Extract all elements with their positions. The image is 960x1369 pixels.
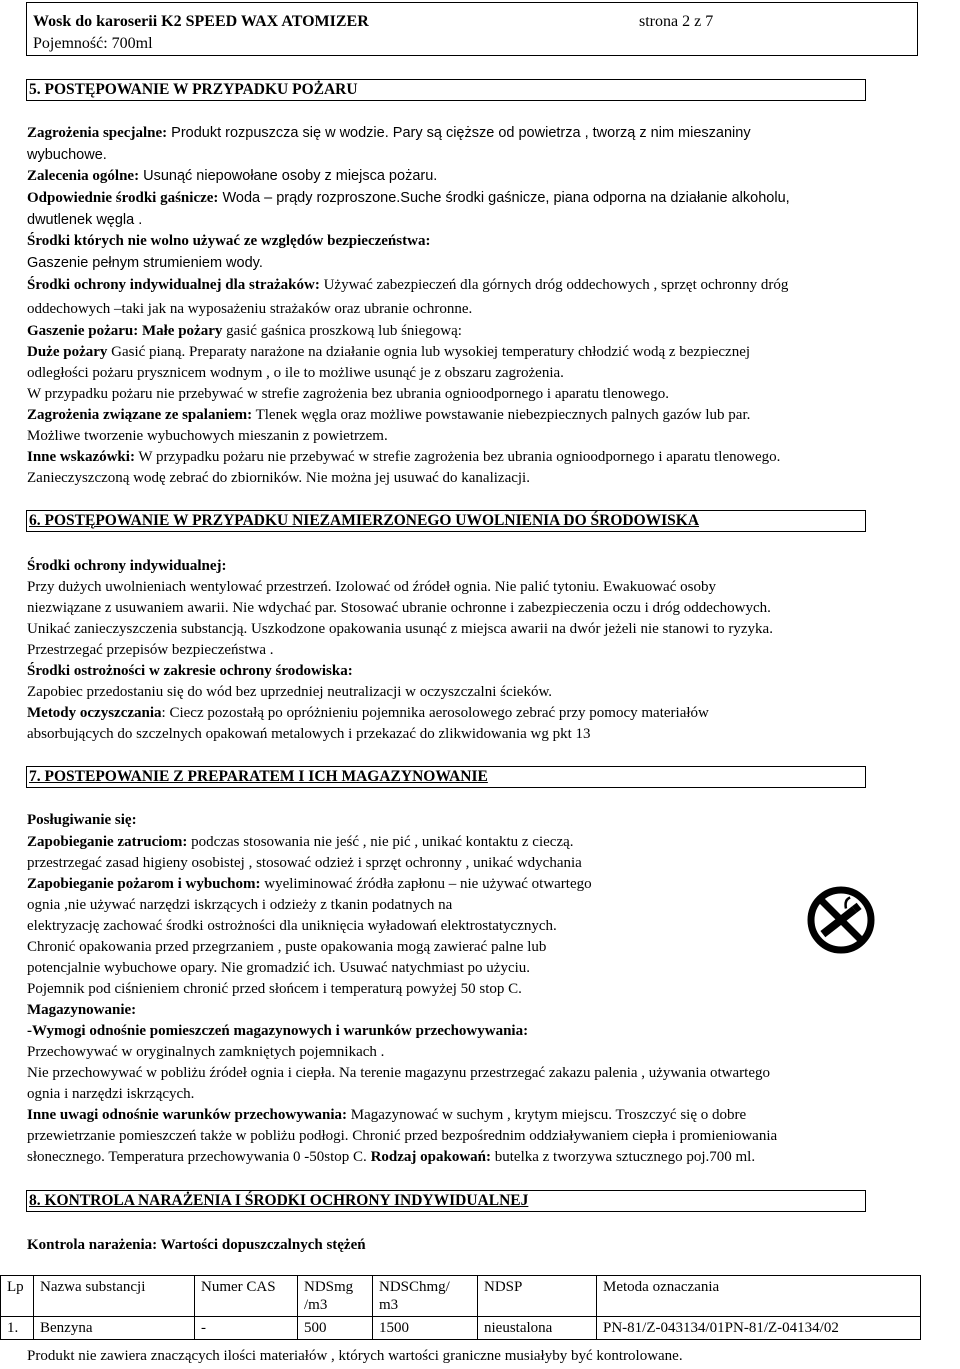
section-8-heading: 8. KONTROLA NARAŻENIA I ŚRODKI OCHRONY INDYWIDUALNEJ [26,1190,866,1212]
table-cell: nieustalona [478,1317,597,1340]
s6-ppe-label: Środki ochrony indywidualnej: [27,558,227,574]
s7-fire-line: elektryzację zachować środki ostrożności dla uniknięcia wyładowań elektrostatycznych. [27,918,557,934]
s5-agents-cont: dwutlenek węgla . [27,212,143,228]
table-header-cell: Metoda oznaczania [597,1276,921,1317]
s7-poison-cont: przestrzegać zasad higieny osobistej , stosować odzież i sprzęt ochronny , unikać wdychania [27,855,582,871]
s5-combustion-cont: Możliwe tworzenie wybuchowych mieszanin z powietrzem. [27,428,388,444]
s6-env-label: Środki ostrożności w zakresie ochrony środowiska: [27,663,353,679]
document-header [26,2,918,56]
table-cell: 500 [298,1317,373,1340]
table-cell: Benzyna [34,1317,195,1340]
section-5-heading: 5. POSTĘPOWANIE W PRZYPADKU POŻARU [26,79,866,101]
s7-handling-label: Posługiwanie się: [27,812,137,828]
s7-fire: Zapobieganie pożarom i wybuchom: wyeliminować źródła zapłonu – nie używać otwartego [27,876,592,892]
s8-footer-note: Produkt nie zawiera znaczących ilości materiałów , których wartości graniczne musiałyby być kontrolowane. [27,1348,683,1364]
s5-combustion: Zagrożenia związane ze spalaniem: Tlenek węgla oraz możliwe powstawanie niebezpiecznych palnych gazów lub par. [27,407,751,423]
table-cell: 1. [1,1317,34,1340]
table-header-cell: Nazwa substancji [34,1276,195,1317]
s5-ppe-cont: oddechowych –taki jak na wyposażeniu strażaków oraz ubranie ochronne. [27,301,473,317]
s5-large: Duże pożary Gasić pianą. Preparaty narażone na działanie ognia lub wysokiej temperatury chłodzić wodą z bezpiecznej [27,344,751,360]
s5-hazards: Zagrożenia specjalne: Produkt rozpuszcza się w wodzie. Pary są cięższe od powietrza , tworzą z nim mieszaniny [27,125,751,141]
s7-fire-line: Pojemnik pod ciśnieniem chronić przed słońcem i temperaturą powyżej 50 stop C. [27,981,522,997]
section-6-heading: 6. POSTĘPOWANIE W PRZYPADKU NIEZAMIERZONEGO UWOLNIENIA DO ŚRODOWISKA [26,510,866,532]
s7-storage-label: Magazynowanie: [27,1002,137,1018]
s5-large-cont: odległości pożaru prysznicem wodnym , o ile to możliwe usunąć je z obszaru zagrożenia. [27,365,564,381]
page-number: strona 2 z 7 [639,13,714,30]
s5-hazards-cont: wybuchowe. [27,147,107,163]
table-header-cell: Lp [1,1276,34,1317]
s7-fire-line: potencjalnie wybuchowe opary. Nie gromadzić ich. Usuwać natychmiast po użyciu. [27,960,531,976]
section-7-heading: 7. POSTEPOWANIE Z PREPARATEM I ICH MAGAZYNOWANIE [26,766,866,788]
s6-ppe-line: Przy dużych uwolnieniach wentylować przestrzeń. Izolować od źródeł ognia. Nie palić tytoniu. Ewakuować osoby [27,579,716,595]
product-title: Wosk do karoserii K2 SPEED WAX ATOMIZER [33,13,369,30]
table-header-row [1,1276,921,1317]
s6-clean-cont: absorbujących do szczelnych opakowań metalowych i przekazać do zlikwidowania wg pkt 13 [27,726,591,742]
s7-req-line: Przechowywać w oryginalnych zamkniętych pojemnikach . [27,1044,385,1060]
s5-forbidden-text: Gaszenie pełnym strumieniem wody. [27,255,263,271]
s5-forbidden-label: Środki których nie wolno używać ze względów bezpieczeństwa: [27,233,431,249]
s7-other-cont: przewietrzanie pomieszczeń także w pobliżu podłogi. Chronić przed bezpośrednim oddziaływaniem ciepła i promieniowania [27,1128,778,1144]
s7-fire-line: ognia ,nie używać narzędzi iskrzących i odzieży z tkanin podatnych na [27,897,453,913]
s6-ppe-line: Przestrzegać przepisów bezpieczeństwa . [27,642,274,658]
table-header-cell: NDSChmg/ m3 [373,1276,478,1317]
table-header-cell: NDSP [478,1276,597,1317]
s7-other-cont2: słonecznego. Temperatura przechowywania 0 -50stop C. Rodzaj opakowań: butelka z tworzywa sztucznego poj.700 ml. [27,1149,756,1165]
s8-subheading: Kontrola narażenia: Wartości dopuszczalnych stężeń [27,1237,366,1253]
table-header-cell: Numer CAS [195,1276,298,1317]
no-smoking-icon [806,885,876,955]
s7-req-line: Nie przechowywać w pobliżu źródeł ognia i ciepła. Na terenie magazynu przestrzegać zakazu palenia , używania otwartego [27,1065,770,1081]
table-row [1,1317,921,1340]
s5-ppe: Środki ochrony indywidualnej dla strażaków: Używać zabezpieczeń dla górnych dróg oddechowych , sprzęt ochronny dróg [27,277,789,293]
s6-ppe-line: niezwiązane z usuwaniem awarii. Nie wdychać par. Stosować ubranie ochronne i zabezpieczenia oczu i dróg oddechowych. [27,600,771,616]
exposure-limits-table [0,1275,921,1340]
table-cell: - [195,1317,298,1340]
s7-req-label: -Wymogi odnośnie pomieszczeń magazynowych i warunków przechowywania: [27,1023,529,1039]
s6-env-text: Zapobiec przedostaniu się do wód bez uprzedniej neutralizacji w oczyszczalni ścieków. [27,684,553,700]
s6-clean: Metody oczyszczania: Ciecz pozostałą po opróżnieniu pojemnika aerosolowego zebrać przy pomocy materiałów [27,705,709,721]
s5-fire: Gaszenie pożaru: Małe pożary gasić gaśnica proszkową lub śniegową: [27,323,462,339]
table-cell: PN-81/Z-043134/01PN-81/Z-04134/02 [597,1317,921,1340]
s5-other-cont: Zanieczyszczoną wodę zebrać do zbiorników. Nie można jej usuwać do kanalizacji. [27,470,530,486]
table-cell: 1500 [373,1317,478,1340]
s5-large-cont2: W przypadku pożaru nie przebywać w strefie zagrożenia bez ubrania ognioodpornego i aparatu tlenowego. [27,386,669,402]
s5-agents: Odpowiednie środki gaśnicze: Woda – prądy rozproszone.Suche środki gaśnicze, piana odporna na działanie alkoholu, [27,190,790,206]
s7-req-line: ognia i narzędzi iskrzących. [27,1086,195,1102]
product-capacity: Pojemność: 700ml [33,35,153,52]
s5-general: Zalecenia ogólne: Usunąć niepowołane osoby z miejsca pożaru. [27,168,438,184]
s7-fire-line: Chronić opakowania przed przegrzaniem , puste opakowania mogą zawierać palne lub [27,939,547,955]
s5-other: Inne wskazówki: W przypadku pożaru nie przebywać w strefie zagrożenia bez ubrania ognioodpornego i aparatu tlenowego. [27,449,781,465]
s7-other: Inne uwagi odnośnie warunków przechowywania: Magazynować w suchym , krytym miejscu. Troszczyć się o dobre [27,1107,747,1123]
table-header-cell: NDSmg /m3 [298,1276,373,1317]
s7-poison: Zapobieganie zatruciom: podczas stosowania nie jeść , nie pić , unikać kontaktu z cieczą. [27,834,574,850]
s6-ppe-line: Unikać zanieczyszczenia substancją. Uszkodzone opakowania usunąć z miejsca awarii na dwór jeżeli nie stanowi to ryzyka. [27,621,773,637]
